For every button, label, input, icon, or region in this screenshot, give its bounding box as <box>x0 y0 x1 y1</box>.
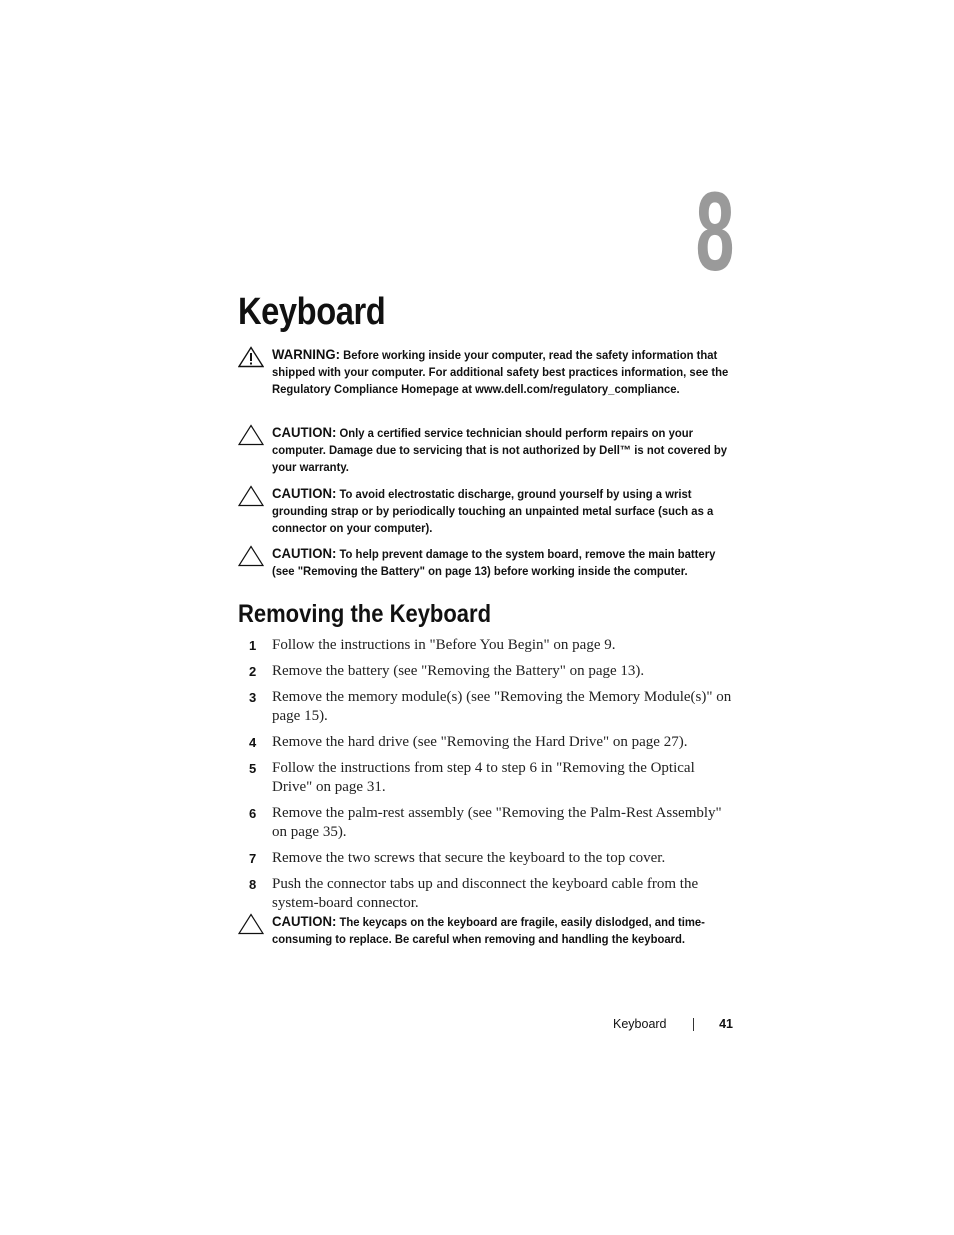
list-item <box>238 875 738 913</box>
warning-notice <box>238 346 738 398</box>
list-item <box>238 849 738 868</box>
warning-label: WARNING: <box>272 346 340 362</box>
caution-triangle-icon <box>238 424 264 446</box>
caution-body: The keycaps on the keyboard are fragile, easily dislodged, and time-consuming to replace. Be careful when removing and handling the keyboard. <box>272 915 705 946</box>
step-text: Push the connector tabs up and disconnect the keyboard cable from the system-board connector. <box>272 876 699 911</box>
step-number: 6 <box>249 806 257 821</box>
step-text: Remove the hard drive (see "Removing the Hard Drive" on page 27). <box>272 734 688 750</box>
footer-divider <box>693 1018 694 1031</box>
step-text: Remove the palm-rest assembly (see "Removing the Palm-Rest Assembly" on page 35). <box>272 805 722 840</box>
warning-triangle-icon <box>238 346 264 368</box>
step-number: 7 <box>249 851 257 866</box>
list-item <box>238 759 738 797</box>
list-item <box>238 733 738 752</box>
warning-body: Before working inside your computer, read the safety information that shipped with your computer. For additional safety best practices information, see the Regulatory Compliance Homepage at www.dell.com/regulatory_compliance. <box>272 348 729 396</box>
step-text: Remove the two screws that secure the keyboard to the top cover. <box>272 850 666 866</box>
caution-text <box>272 485 733 537</box>
caution-triangle-icon <box>238 545 264 567</box>
caution-body: To avoid electrostatic discharge, ground yourself by using a wrist grounding strap or by periodically touching an unpainted metal surface (such as a connector on your computer). <box>272 487 714 535</box>
chapter-title: Keyboard <box>238 291 386 333</box>
list-item <box>238 688 738 726</box>
page-footer <box>600 1014 736 1034</box>
caution-text <box>272 545 733 580</box>
step-text: Follow the instructions from step 4 to step 6 in "Removing the Optical Drive" on page 31. <box>272 760 695 795</box>
caution-text <box>272 424 733 476</box>
step-number: 5 <box>249 761 257 776</box>
caution-triangle-icon <box>238 913 264 935</box>
step-list <box>238 636 738 920</box>
caution-notice <box>238 913 738 948</box>
step-number: 2 <box>249 664 257 679</box>
list-item <box>238 636 738 655</box>
step-text: Follow the instructions in "Before You Begin" on page 9. <box>272 637 616 653</box>
caution-label: CAUTION: <box>272 913 337 929</box>
caution-label: CAUTION: <box>272 485 337 501</box>
caution-text <box>272 913 733 948</box>
section-heading: Removing the Keyboard <box>238 600 492 628</box>
caution-label: CAUTION: <box>272 424 337 440</box>
page-number: 41 <box>719 1017 733 1031</box>
warning-text <box>272 346 733 398</box>
caution-notice <box>238 424 738 476</box>
step-number: 8 <box>249 877 257 892</box>
caution-body: To help prevent damage to the system board, remove the main battery (see "Removing the Battery" on page 13) before working inside the computer. <box>272 547 716 578</box>
step-text: Remove the battery (see "Removing the Battery" on page 13). <box>272 663 645 679</box>
caution-label: CAUTION: <box>272 545 337 561</box>
step-number: 3 <box>249 690 257 705</box>
caution-notice <box>238 485 738 537</box>
step-number: 1 <box>249 638 257 653</box>
caution-notice <box>238 545 738 580</box>
step-number: 4 <box>249 735 257 750</box>
chapter-number: 8 <box>695 169 735 294</box>
list-item <box>238 662 738 681</box>
list-item <box>238 804 738 842</box>
footer-section-name: Keyboard <box>613 1017 667 1031</box>
caution-body: Only a certified service technician should perform repairs on your computer. Damage due to servicing that is not authorized by Dell™ is not covered by your warranty. <box>272 426 728 474</box>
step-text: Remove the memory module(s) (see "Removing the Memory Module(s)" on page 15). <box>272 689 732 724</box>
caution-triangle-icon <box>238 485 264 507</box>
